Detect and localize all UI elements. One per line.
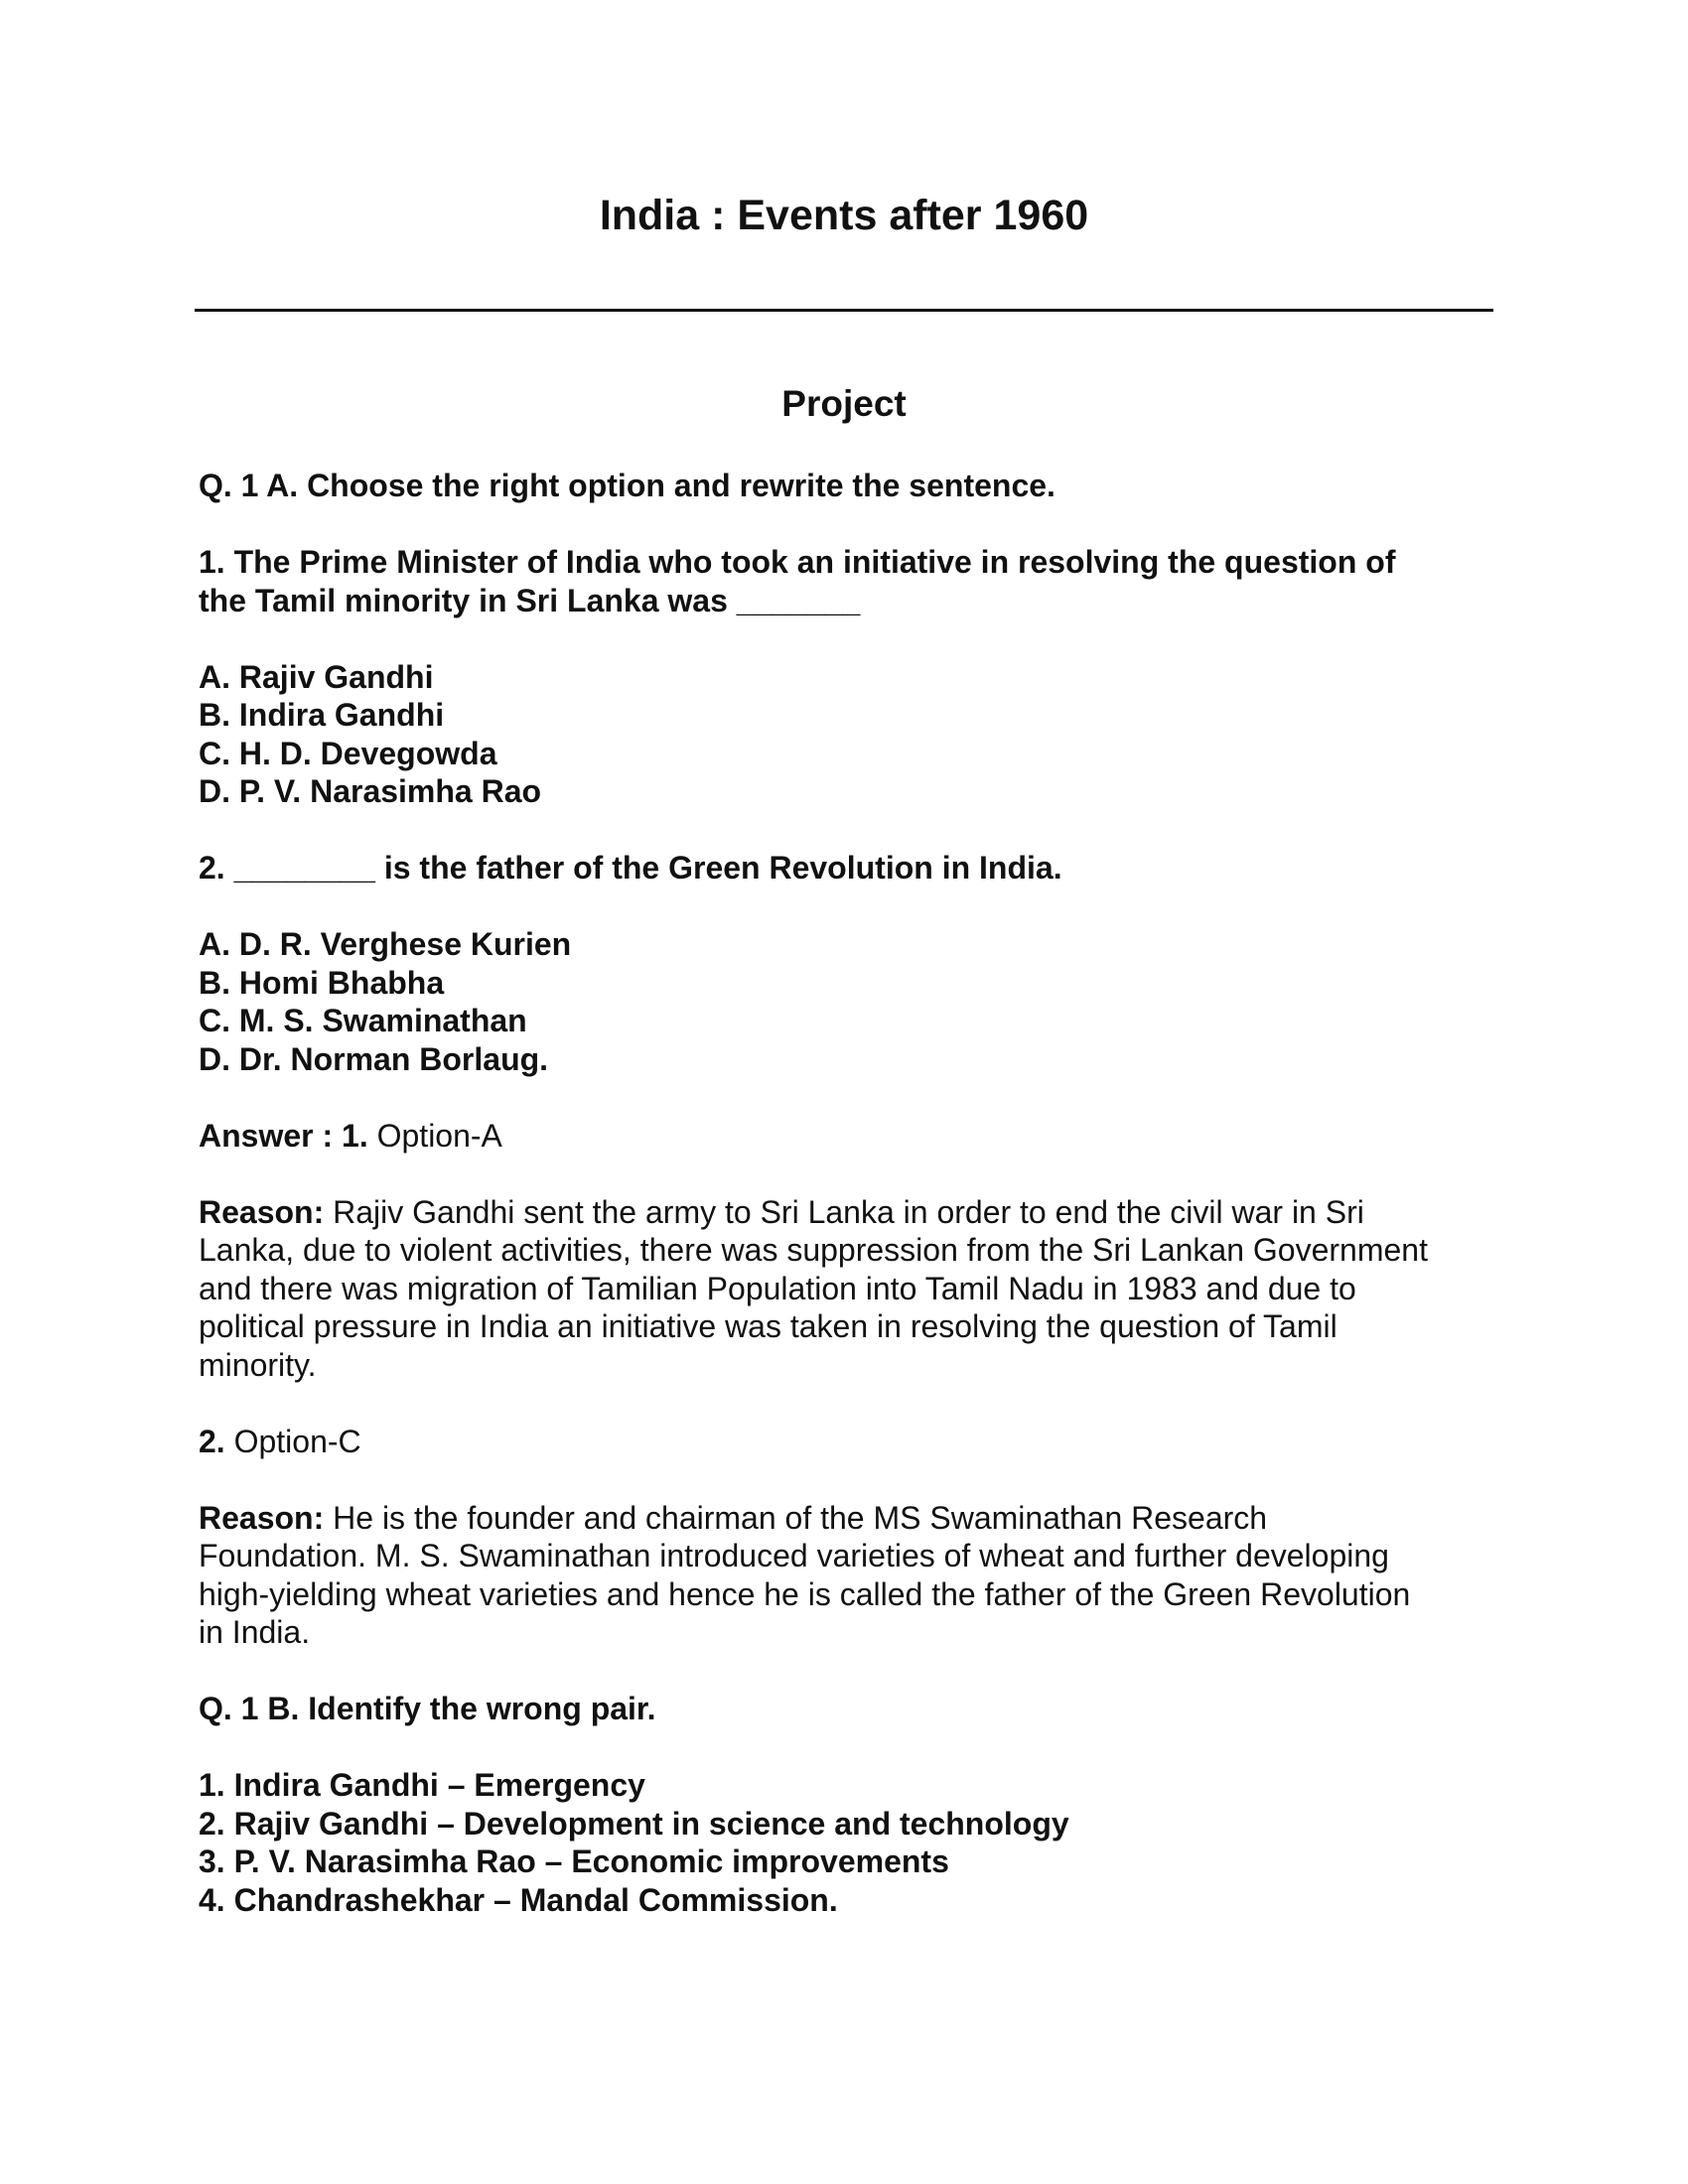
document-body xyxy=(199,467,1489,1919)
document-title: India : Events after 1960 xyxy=(599,192,1089,239)
answer-1-reason-line-5: minority. xyxy=(199,1346,317,1383)
answer-1-reason-line-2: Lanka, due to violent activities, there was suppression from the Sri Lankan Government xyxy=(199,1232,1428,1268)
q1a-heading: Q. 1 A. Choose the right option and rewrite the sentence. xyxy=(199,468,1055,503)
q1b-heading: Q. 1 B. Identify the wrong pair. xyxy=(199,1691,656,1726)
question-1-option-d: D. P. V. Narasimha Rao xyxy=(199,773,542,809)
question-2-option-c: C. M. S. Swaminathan xyxy=(199,1003,527,1038)
answer-2-reason-line-4: in India. xyxy=(199,1614,311,1650)
question-1-option-c: C. H. D. Devegowda xyxy=(199,735,497,771)
question-1-line-1: 1. The Prime Minister of India who took an initiative in resolving the question of xyxy=(199,544,1396,580)
pair-4: 4. Chandrashekhar – Mandal Commission. xyxy=(199,1881,838,1918)
question-1-option-b: B. Indira Gandhi xyxy=(199,697,445,733)
answer-2 xyxy=(199,1423,1489,1461)
answer-1-reason-line-1 xyxy=(199,1193,1489,1232)
answer-1-reason-label: Reason: xyxy=(199,1193,325,1230)
answer-1-reason-line-4: political pressure in India an initiative was taken in resolving the question of Tamil xyxy=(199,1308,1337,1344)
answer-2-reason-line-2: Foundation. M. S. Swaminathan introduced varieties of wheat and further developing xyxy=(199,1538,1389,1573)
answer-2-reason-line-1 xyxy=(199,1499,1489,1538)
answer-2-value: Option-C xyxy=(233,1423,361,1459)
answer-2-reason-line-3: high-yielding wheat varieties and hence he is called the father of the Green Revolution xyxy=(199,1575,1411,1612)
question-2-option-b: B. Homi Bhabha xyxy=(199,964,445,1001)
answer-2-label: 2. xyxy=(199,1423,225,1459)
answer-2-reason-label: Reason: xyxy=(199,1499,325,1536)
pair-2: 2. Rajiv Gandhi – Development in science and technology xyxy=(199,1805,1069,1842)
question-1-option-a: A. Rajiv Gandhi xyxy=(199,658,434,695)
question-1-line-2: the Tamil minority in Sri Lanka was _______ xyxy=(199,582,861,618)
pair-3: 3. P. V. Narasimha Rao – Economic improvements xyxy=(199,1843,949,1879)
answer-1-value: Option-A xyxy=(376,1117,502,1154)
pair-1: 1. Indira Gandhi – Emergency xyxy=(199,1767,645,1803)
question-2-option-a: A. D. R. Verghese Kurien xyxy=(199,926,572,962)
answer-1-reason-line-3: and there was migration of Tamilian Population into Tamil Nadu in 1983 and due to xyxy=(199,1270,1356,1306)
answer-1 xyxy=(199,1117,1489,1156)
question-2-option-d: D. Dr. Norman Borlaug. xyxy=(199,1040,549,1077)
answer-2-reason-text: He is the founder and chairman of the MS Swaminathan Research xyxy=(333,1499,1268,1536)
title-divider xyxy=(195,309,1493,312)
question-2-text: 2. ________ is the father of the Green Revolution in India. xyxy=(199,850,1062,886)
answer-1-reason-text: Rajiv Gandhi sent the army to Sri Lanka in order to end the civil war in Sri xyxy=(333,1193,1364,1230)
answer-1-label: Answer : 1. xyxy=(199,1117,368,1154)
section-heading: Project xyxy=(781,383,907,424)
